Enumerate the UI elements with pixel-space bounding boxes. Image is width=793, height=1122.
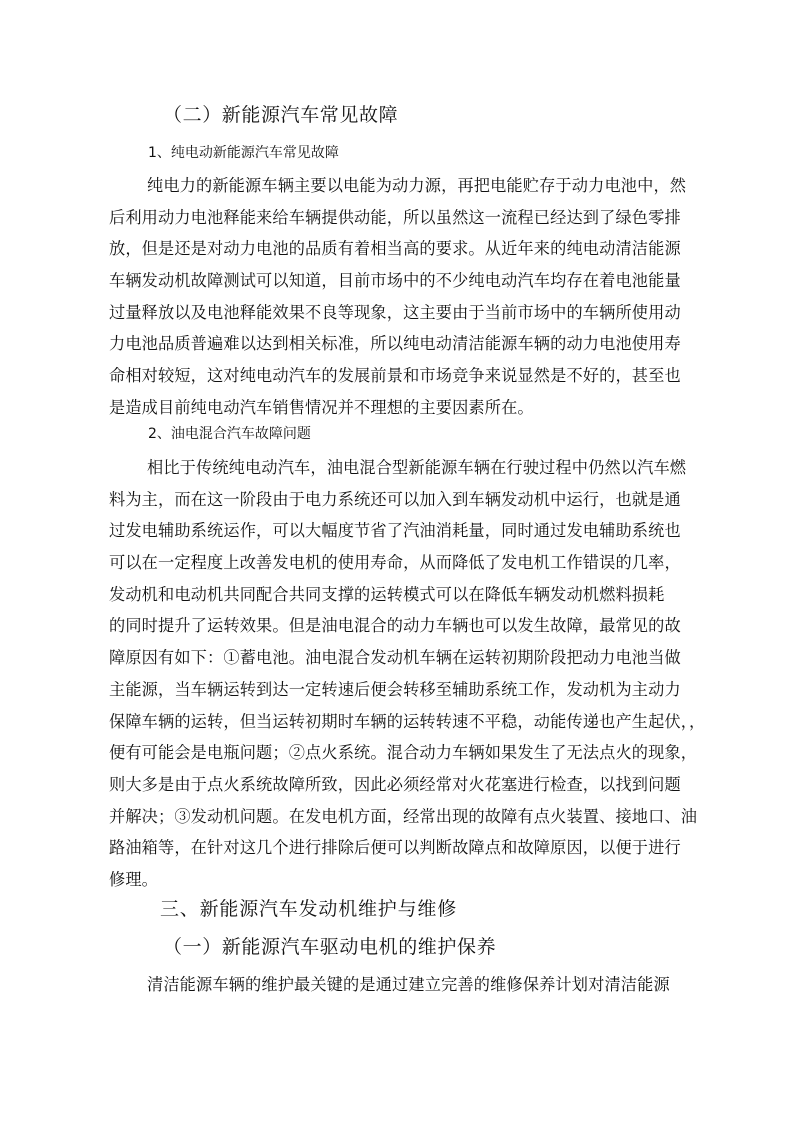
- text-line: 清洁能源车辆的维护最关键的是通过建立完善的维修保养计划对清洁能源: [147, 975, 670, 994]
- text-line: 料为主，而在这一阶段由于电力系统还可以加入到车辆发动机中运行，也就是通: [109, 489, 681, 509]
- item-heading-hybrid-faults: 2、油电混合汽车故障问题: [148, 426, 311, 442]
- item-heading-pure-electric-faults: 1、纯电动新能源汽车常见故障: [148, 145, 339, 161]
- subsection-heading-motor-maintenance: （一）新能源汽车驱动电机的维护保养: [163, 936, 497, 958]
- text-line: 车辆发动机故障测试可以知道，目前市场中的不少纯电动汽车均存在着电池能量: [109, 271, 681, 291]
- paragraph-pure-electric: [109, 170, 687, 424]
- text-line: 过量释放以及电池释能效果不良等现象，这主要由于当前市场中的车辆所使用动: [109, 302, 681, 322]
- text-line: 主能源，当车辆运转到达一定转速后便会转移至辅助系统工作，发动机为主动力: [109, 679, 681, 699]
- text-line: 命相对较短，这对纯电动汽车的发展前景和市场竞争来说显然是不好的，甚至也: [109, 366, 681, 386]
- text-line: 是造成目前纯电动汽车销售情况并不理想的主要因素所在。: [109, 397, 534, 417]
- text-line: 可以在一定程度上改善发电机的使用寿命，从而降低了发电机工作错误的几率，: [109, 553, 681, 573]
- text-line: 发动机和电动机共同配合共同支撑的运转模式可以在降低车辆发动机燃料损耗: [109, 584, 665, 604]
- section-heading-engine-maintenance: 三、新能源汽车发动机维护与维修: [160, 898, 458, 920]
- paragraph-maintenance: [109, 969, 669, 1001]
- text-line: 纯电力的新能源车辆主要以电能为动力源，再把电能贮存于动力电池中，然: [147, 176, 687, 195]
- text-line: 相比于传统纯电动汽车，油电混合型新能源车辆在行驶过程中仍然以汽车燃: [147, 458, 687, 477]
- text-line: 保障车辆的运转，但当运转初期时车辆的运转转速不平稳，动能传递也产生起伏，，: [109, 711, 706, 731]
- text-line: 后利用动力电池释能来给车辆提供动能，所以虽然这一流程已经达到了绿色零排: [109, 207, 681, 227]
- text-line: 修理。: [109, 869, 159, 889]
- subsection-heading-new-energy-faults: （二）新能源汽车常见故障: [163, 104, 399, 126]
- text-line: 放，但是还是对动力电池的品质有着相当高的要求。从近年来的纯电动清洁能源: [109, 239, 681, 259]
- text-line: 路油箱等，在针对这几个进行排除后便可以判断故障点和故障原因，以便于进行: [109, 838, 681, 858]
- text-line: 并解决；③发动机问题。在发电机方面，经常出现的故障有点火装置、接地口、油: [109, 806, 698, 826]
- text-line: 的同时提升了运转效果。但是油电混合的动力车辆也可以发生故障，最常见的故: [109, 616, 681, 636]
- text-line: 障原因有如下：①蓄电池。油电混合发动机车辆在运转初期阶段把动力电池当做: [109, 648, 681, 668]
- text-line: 过发电辅助系统运作，可以大幅度节省了汽油消耗量，同时通过发电辅助系统也: [109, 521, 681, 541]
- text-line: 则大多是由于点火系统故障所致，因此必须经常对火花塞进行检查，以找到问题: [109, 774, 681, 794]
- paragraph-hybrid: [109, 452, 706, 896]
- text-line: 便有可能会是电瓶问题；②点火系统。混合动力车辆如果发生了无法点火的现象，: [109, 743, 698, 763]
- text-line: 力电池品质普遍难以达到相关标准，所以纯电动清洁能源车辆的动力电池使用寿: [109, 334, 681, 354]
